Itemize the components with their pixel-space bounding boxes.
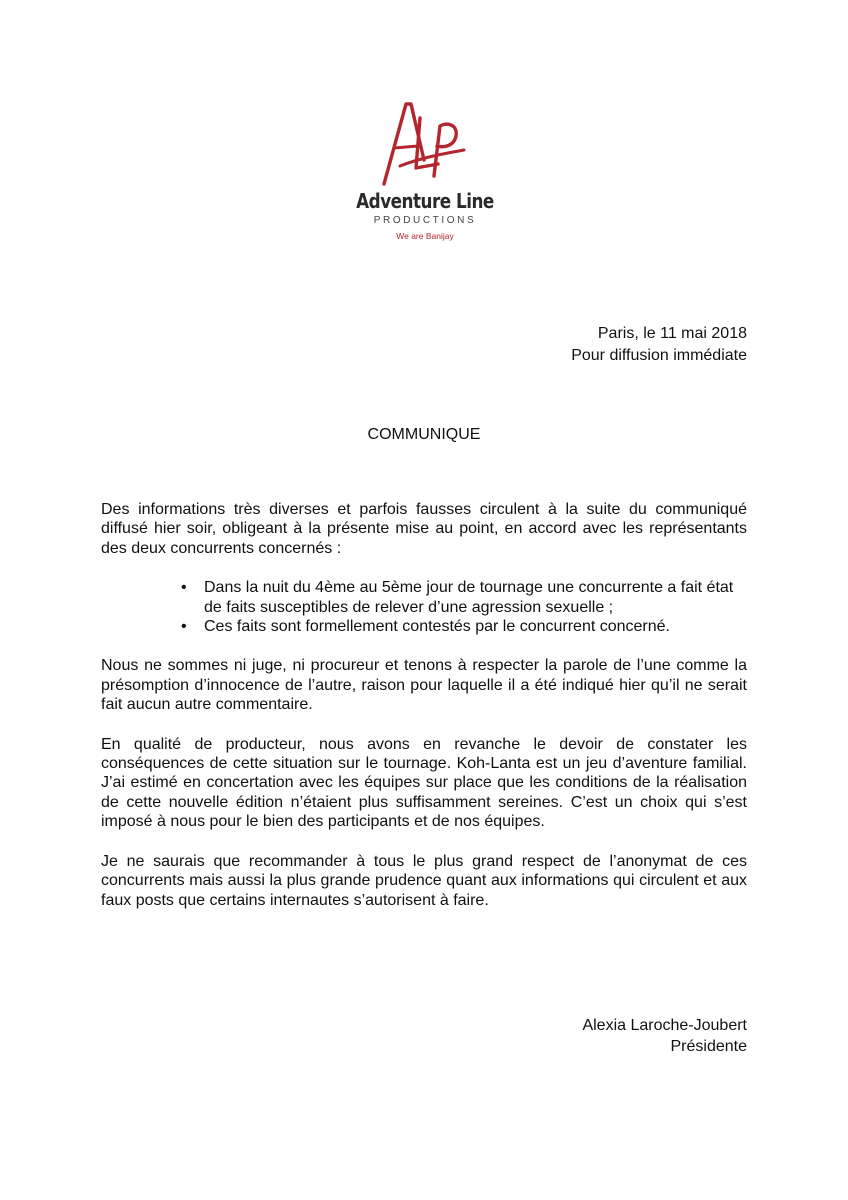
paragraph-3: En qualité de producteur, nous avons en revanche le devoir de constater les conséquences de cette situation sur le tournage. Koh-Lanta est un jeu d’aventure familial. J’ai estimé en concertation avec les équipes sur place que les conditions de la réalisation de cette nouvelle édition n’étaient plus suffisamment sereines. C’est un choix qui s’est imposé à nous pour le bien des participants et de nos équipes. (101, 735, 747, 831)
intro-paragraph: Des informations très diverses et parfois fausses circulent à la suite du communiqué diffusé hier soir, obligeant à la présente mise au point, en accord avec les représentants des deux concurrents concernés : (101, 501, 747, 557)
list-item (181, 617, 747, 636)
alp-logo-mark (380, 98, 470, 188)
signatory-role: Présidente (670, 1038, 747, 1055)
list-item (181, 578, 747, 617)
document-title: COMMUNIQUE (367, 426, 481, 443)
document-body (101, 500, 747, 930)
place-date: Paris, le 11 mai 2018 (597, 325, 747, 342)
header-block (571, 323, 747, 367)
logo-company-name: Adventure Line (356, 189, 494, 213)
company-logo (340, 98, 510, 258)
logo-subtitle: PRODUCTIONS (373, 215, 477, 226)
paragraph-4: Je ne saurais que recommander à tous le plus grand respect de l’anonymat de ces concurrents mais aussi la plus grande prudence quant aux informations qui circulent et aux faux posts que certains internautes s’autorisent à faire. (101, 852, 747, 909)
paragraph-2: Nous ne sommes ni juge, ni procureur et tenons à respecter la parole de l’une comme la présomption d’innocence de l’autre, raison pour laquelle il a été indiqué hier qu’il ne serait fait aucun autre commentaire. (101, 657, 747, 714)
signatory-name: Alexia Laroche-Joubert (582, 1017, 747, 1034)
bullet-icon: • (181, 579, 187, 597)
release-note: Pour diffusion immédiate (571, 347, 747, 364)
bullet-list (101, 578, 747, 636)
logo-tagline: We are Banijay (396, 231, 454, 241)
signature-block (582, 1015, 747, 1057)
bullet-text: Dans la nuit du 4ème au 5ème jour de tournage une concurrente a fait état de faits susceptibles de relever d’une agression sexuelle ; (204, 579, 734, 616)
bullet-text: Ces faits sont formellement contestés par le concurrent concerné. (204, 618, 670, 636)
bullet-icon: • (181, 618, 187, 636)
